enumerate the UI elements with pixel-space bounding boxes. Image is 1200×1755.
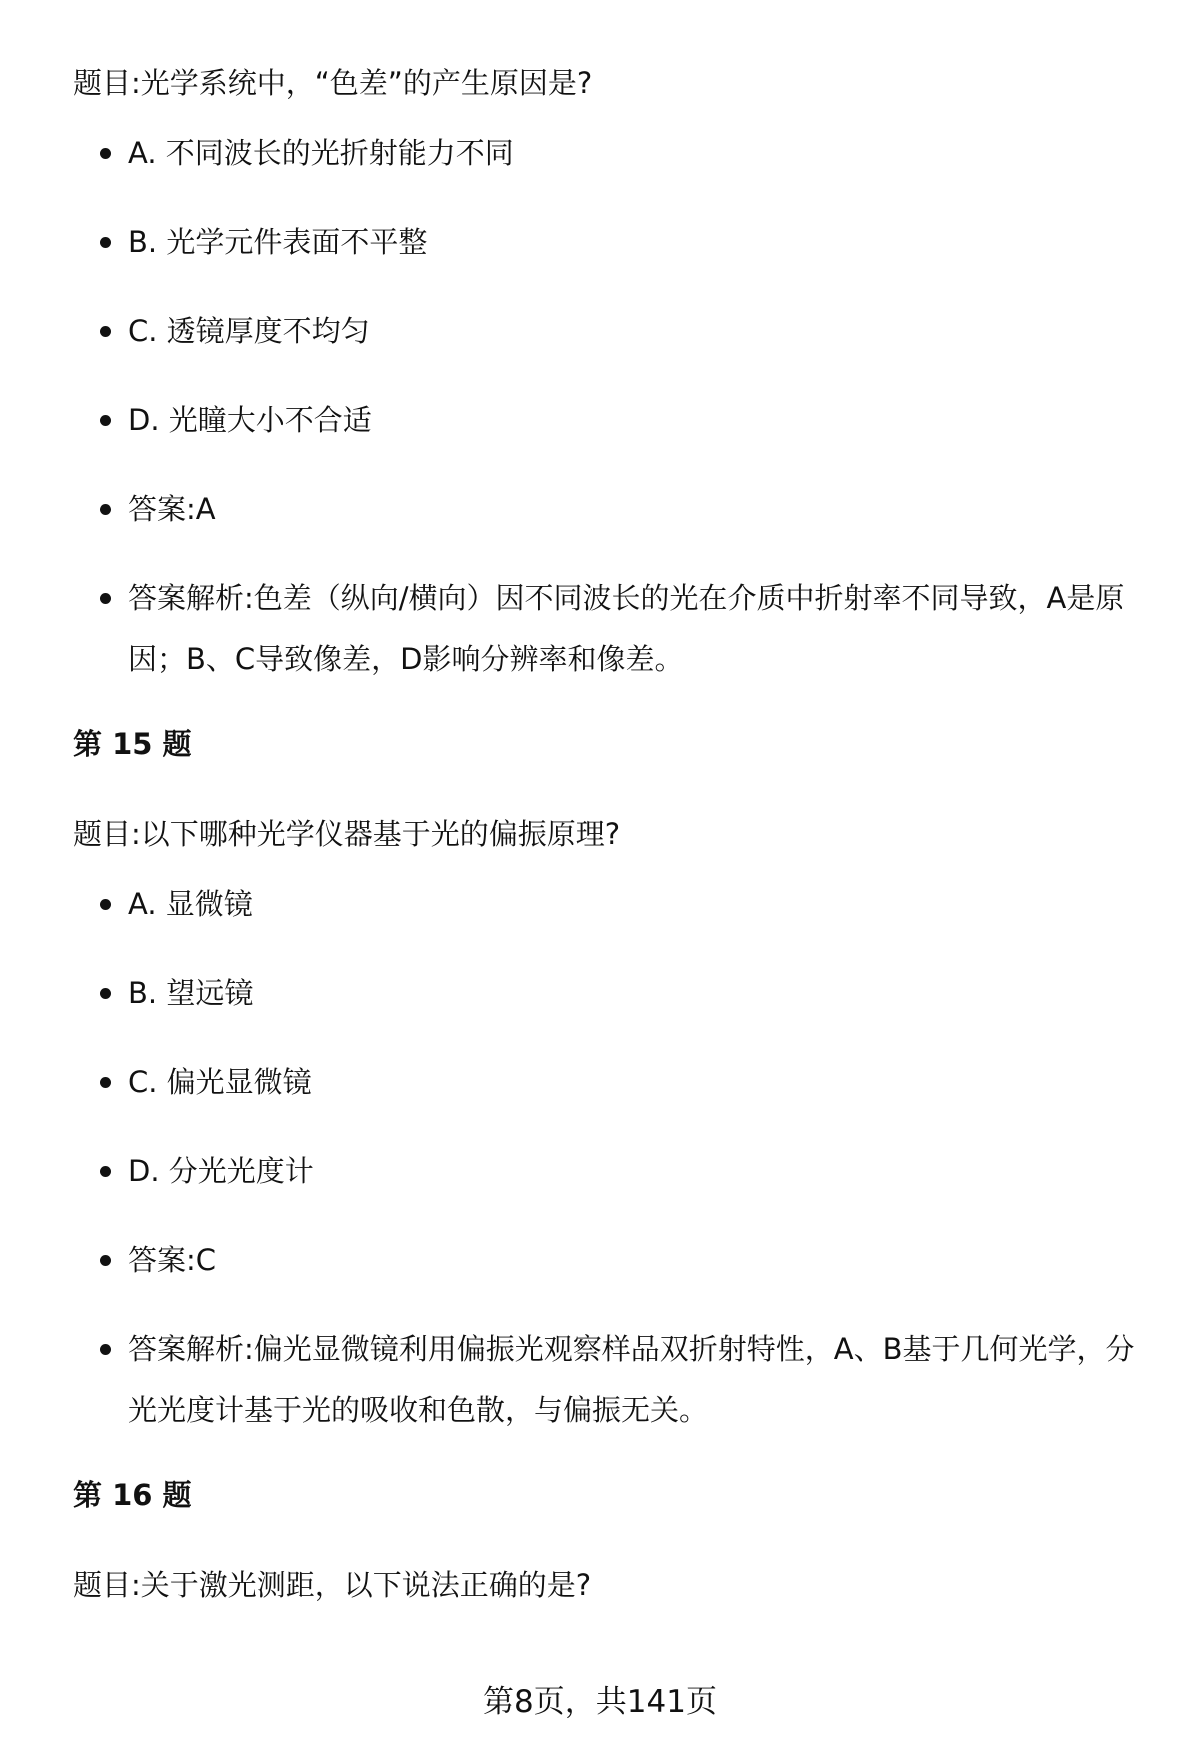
explanation-line: 答案解析:偏光显微镜利用偏振光观察样品双折射特性，A、B基于几何光学，分光光度计基于光的吸收和色散，与偏振无关。: [73, 1319, 1163, 1441]
bullet-icon: [100, 899, 111, 910]
page-content: [73, 64, 1163, 1610]
option-a: A. 不同波长的光折射能力不同: [73, 123, 1163, 184]
page-footer: 第8页，共141页: [483, 1684, 717, 1720]
question-text: 题目:光学系统中，“色差”的产生原因是?: [73, 66, 593, 100]
question-number-heading: 第 16 题: [73, 1478, 192, 1512]
bullet-icon: [100, 593, 111, 604]
answer-line: 答案:A: [73, 479, 1163, 540]
bullet-icon: [100, 1255, 111, 1266]
options-list: [73, 123, 1163, 690]
option-d: D. 光瞳大小不合适: [73, 390, 1163, 451]
option-c: C. 偏光显微镜: [73, 1052, 1163, 1113]
option-c: C. 透镜厚度不均匀: [73, 301, 1163, 362]
question-text: 题目:关于激光测距，以下说法正确的是?: [73, 1568, 592, 1602]
bullet-icon: [100, 1077, 111, 1088]
bullet-icon: [100, 504, 111, 515]
option-d: D. 分光光度计: [73, 1141, 1163, 1202]
explanation-line: 答案解析:色差（纵向/横向）因不同波长的光在介质中折射率不同导致，A是原因；B、C导致像差，D影响分辨率和像差。: [73, 568, 1163, 690]
options-list: [73, 874, 1163, 1441]
bullet-icon: [100, 988, 111, 999]
question-number-heading: 第 15 题: [73, 727, 192, 761]
bullet-icon: [100, 415, 111, 426]
bullet-icon: [100, 237, 111, 248]
option-b: B. 望远镜: [73, 963, 1163, 1024]
bullet-icon: [100, 1344, 111, 1355]
bullet-icon: [100, 1166, 111, 1177]
bullet-icon: [100, 148, 111, 159]
option-b: B. 光学元件表面不平整: [73, 212, 1163, 273]
question-text: 题目:以下哪种光学仪器基于光的偏振原理?: [73, 817, 621, 851]
answer-line: 答案:C: [73, 1230, 1163, 1291]
option-a: A. 显微镜: [73, 874, 1163, 935]
bullet-icon: [100, 326, 111, 337]
